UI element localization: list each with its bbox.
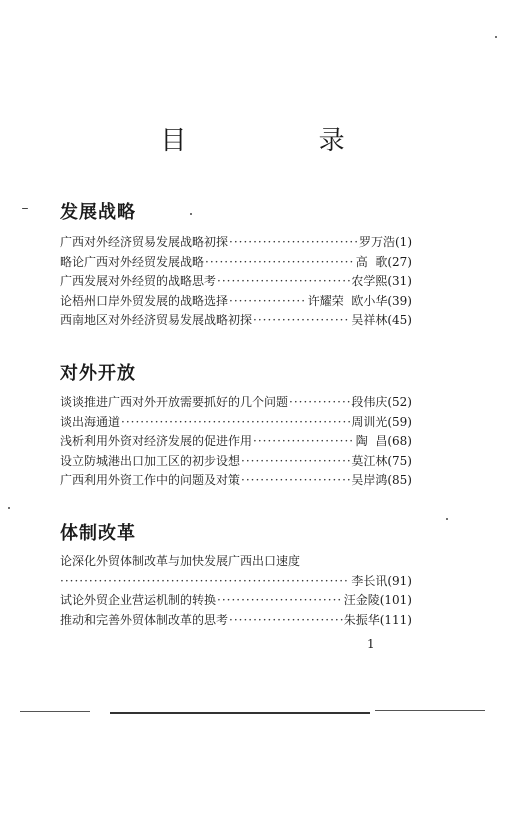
entry-author: 吴岸鸿: [351, 473, 388, 488]
leader-dots: [241, 454, 350, 468]
leader-dots: [241, 473, 350, 487]
entry-page: (91): [387, 573, 412, 588]
entry-page: (52): [387, 395, 412, 409]
entry-author: 莫江林: [351, 453, 388, 468]
leader-dots: [229, 235, 358, 249]
toc-entry: [60, 253, 412, 273]
entry-page: (85): [387, 473, 412, 488]
entry-author: 高 歌: [355, 254, 388, 269]
section-3-entries: [60, 552, 412, 630]
entry-title: 广西发展对外经贸的战略思考: [60, 274, 217, 289]
toc-entry: [60, 611, 412, 631]
entry-page: (45): [387, 313, 412, 328]
leader-dots: [217, 593, 343, 607]
section-heading-2: 对外开放: [60, 363, 136, 384]
entry-author: 段伟庆: [351, 395, 388, 409]
leader-dots: [253, 434, 355, 448]
entry-title: 谈谈推进广西对外开放需要抓好的几个问题: [60, 395, 289, 409]
leader-dots: [121, 415, 350, 429]
toc-entry: [60, 413, 412, 433]
toc-entry: [60, 233, 412, 253]
entry-page: (31): [387, 274, 412, 289]
toc-entry: [60, 572, 412, 592]
leader-dots: [289, 395, 350, 409]
entry-title: 广西对外经济贸易发展战略初探: [60, 235, 229, 249]
entry-title: 浅析利用外资对经济发展的促进作用: [60, 434, 253, 449]
scan-rule-segment: [375, 710, 485, 711]
entry-author: 许耀荣 欧小华: [307, 293, 388, 308]
leader-dots: [229, 613, 343, 627]
entry-author: 李长讯: [351, 573, 388, 588]
entry-author: 汪金陵: [343, 593, 380, 608]
entry-page: (101): [379, 593, 412, 608]
toc-title: 目 录: [160, 126, 407, 156]
toc-entry: [60, 432, 412, 452]
entry-title: 推动和完善外贸体制改革的思考: [60, 612, 229, 627]
entry-title: 广西利用外资工作中的问题及对策: [60, 473, 241, 488]
toc-entry: [60, 311, 412, 331]
entry-title: 谈出海通道: [60, 414, 121, 429]
entry-author: 农学熙: [351, 274, 388, 289]
section-heading-3: 体制改革: [60, 523, 136, 544]
entry-title: 西南地区对外经济贸易发展战略初探: [60, 313, 253, 328]
section-heading-1: 发展战略: [60, 202, 136, 223]
entry-page: (1): [395, 235, 412, 249]
entry-title: 试论外贸企业营运机制的转换: [60, 593, 217, 608]
toc-entry: [60, 552, 412, 572]
entry-page: (59): [387, 414, 412, 429]
toc-entry: [60, 471, 412, 491]
entry-author: 吴祥林: [351, 313, 388, 328]
toc-entry: [60, 292, 412, 312]
entry-title: 论梧州口岸外贸发展的战略选择: [60, 293, 229, 308]
toc-entry: [60, 272, 412, 292]
entry-author: 罗万浩: [358, 235, 395, 249]
entry-page: (75): [387, 453, 412, 468]
entry-page: (27): [387, 254, 412, 269]
leader-dots: [217, 274, 350, 288]
section-1-entries: [60, 233, 412, 331]
scan-rule-segment: [20, 711, 90, 712]
leader-dots: [205, 255, 355, 269]
scan-rule-segment: [110, 712, 370, 714]
entry-page: (68): [387, 434, 412, 449]
section-2-entries: [60, 393, 412, 491]
entry-author: 陶 昌: [355, 434, 388, 449]
scan-speck: [190, 213, 192, 215]
entry-page: (111): [379, 612, 412, 627]
entry-title: 略论广西对外经贸发展战略: [60, 254, 205, 269]
toc-entry: [60, 393, 412, 413]
scan-speck: [446, 518, 448, 520]
toc-entry: [60, 452, 412, 472]
entry-author: 周训光: [351, 414, 388, 429]
entry-page: (39): [387, 293, 412, 308]
scan-speck: [8, 507, 10, 509]
entry-author: 朱振华: [343, 612, 380, 627]
toc-entry: [60, 591, 412, 611]
leader-dots: [253, 313, 350, 327]
entry-title: 论深化外贸体制改革与加快发展广西出口速度: [60, 554, 301, 568]
scan-speck: [495, 36, 497, 38]
entry-title: 设立防城港出口加工区的初步设想: [60, 453, 241, 468]
leader-dots: [229, 294, 307, 308]
page-number: 1: [367, 637, 375, 651]
scan-speck: [22, 208, 28, 209]
leader-dots: [60, 574, 350, 588]
